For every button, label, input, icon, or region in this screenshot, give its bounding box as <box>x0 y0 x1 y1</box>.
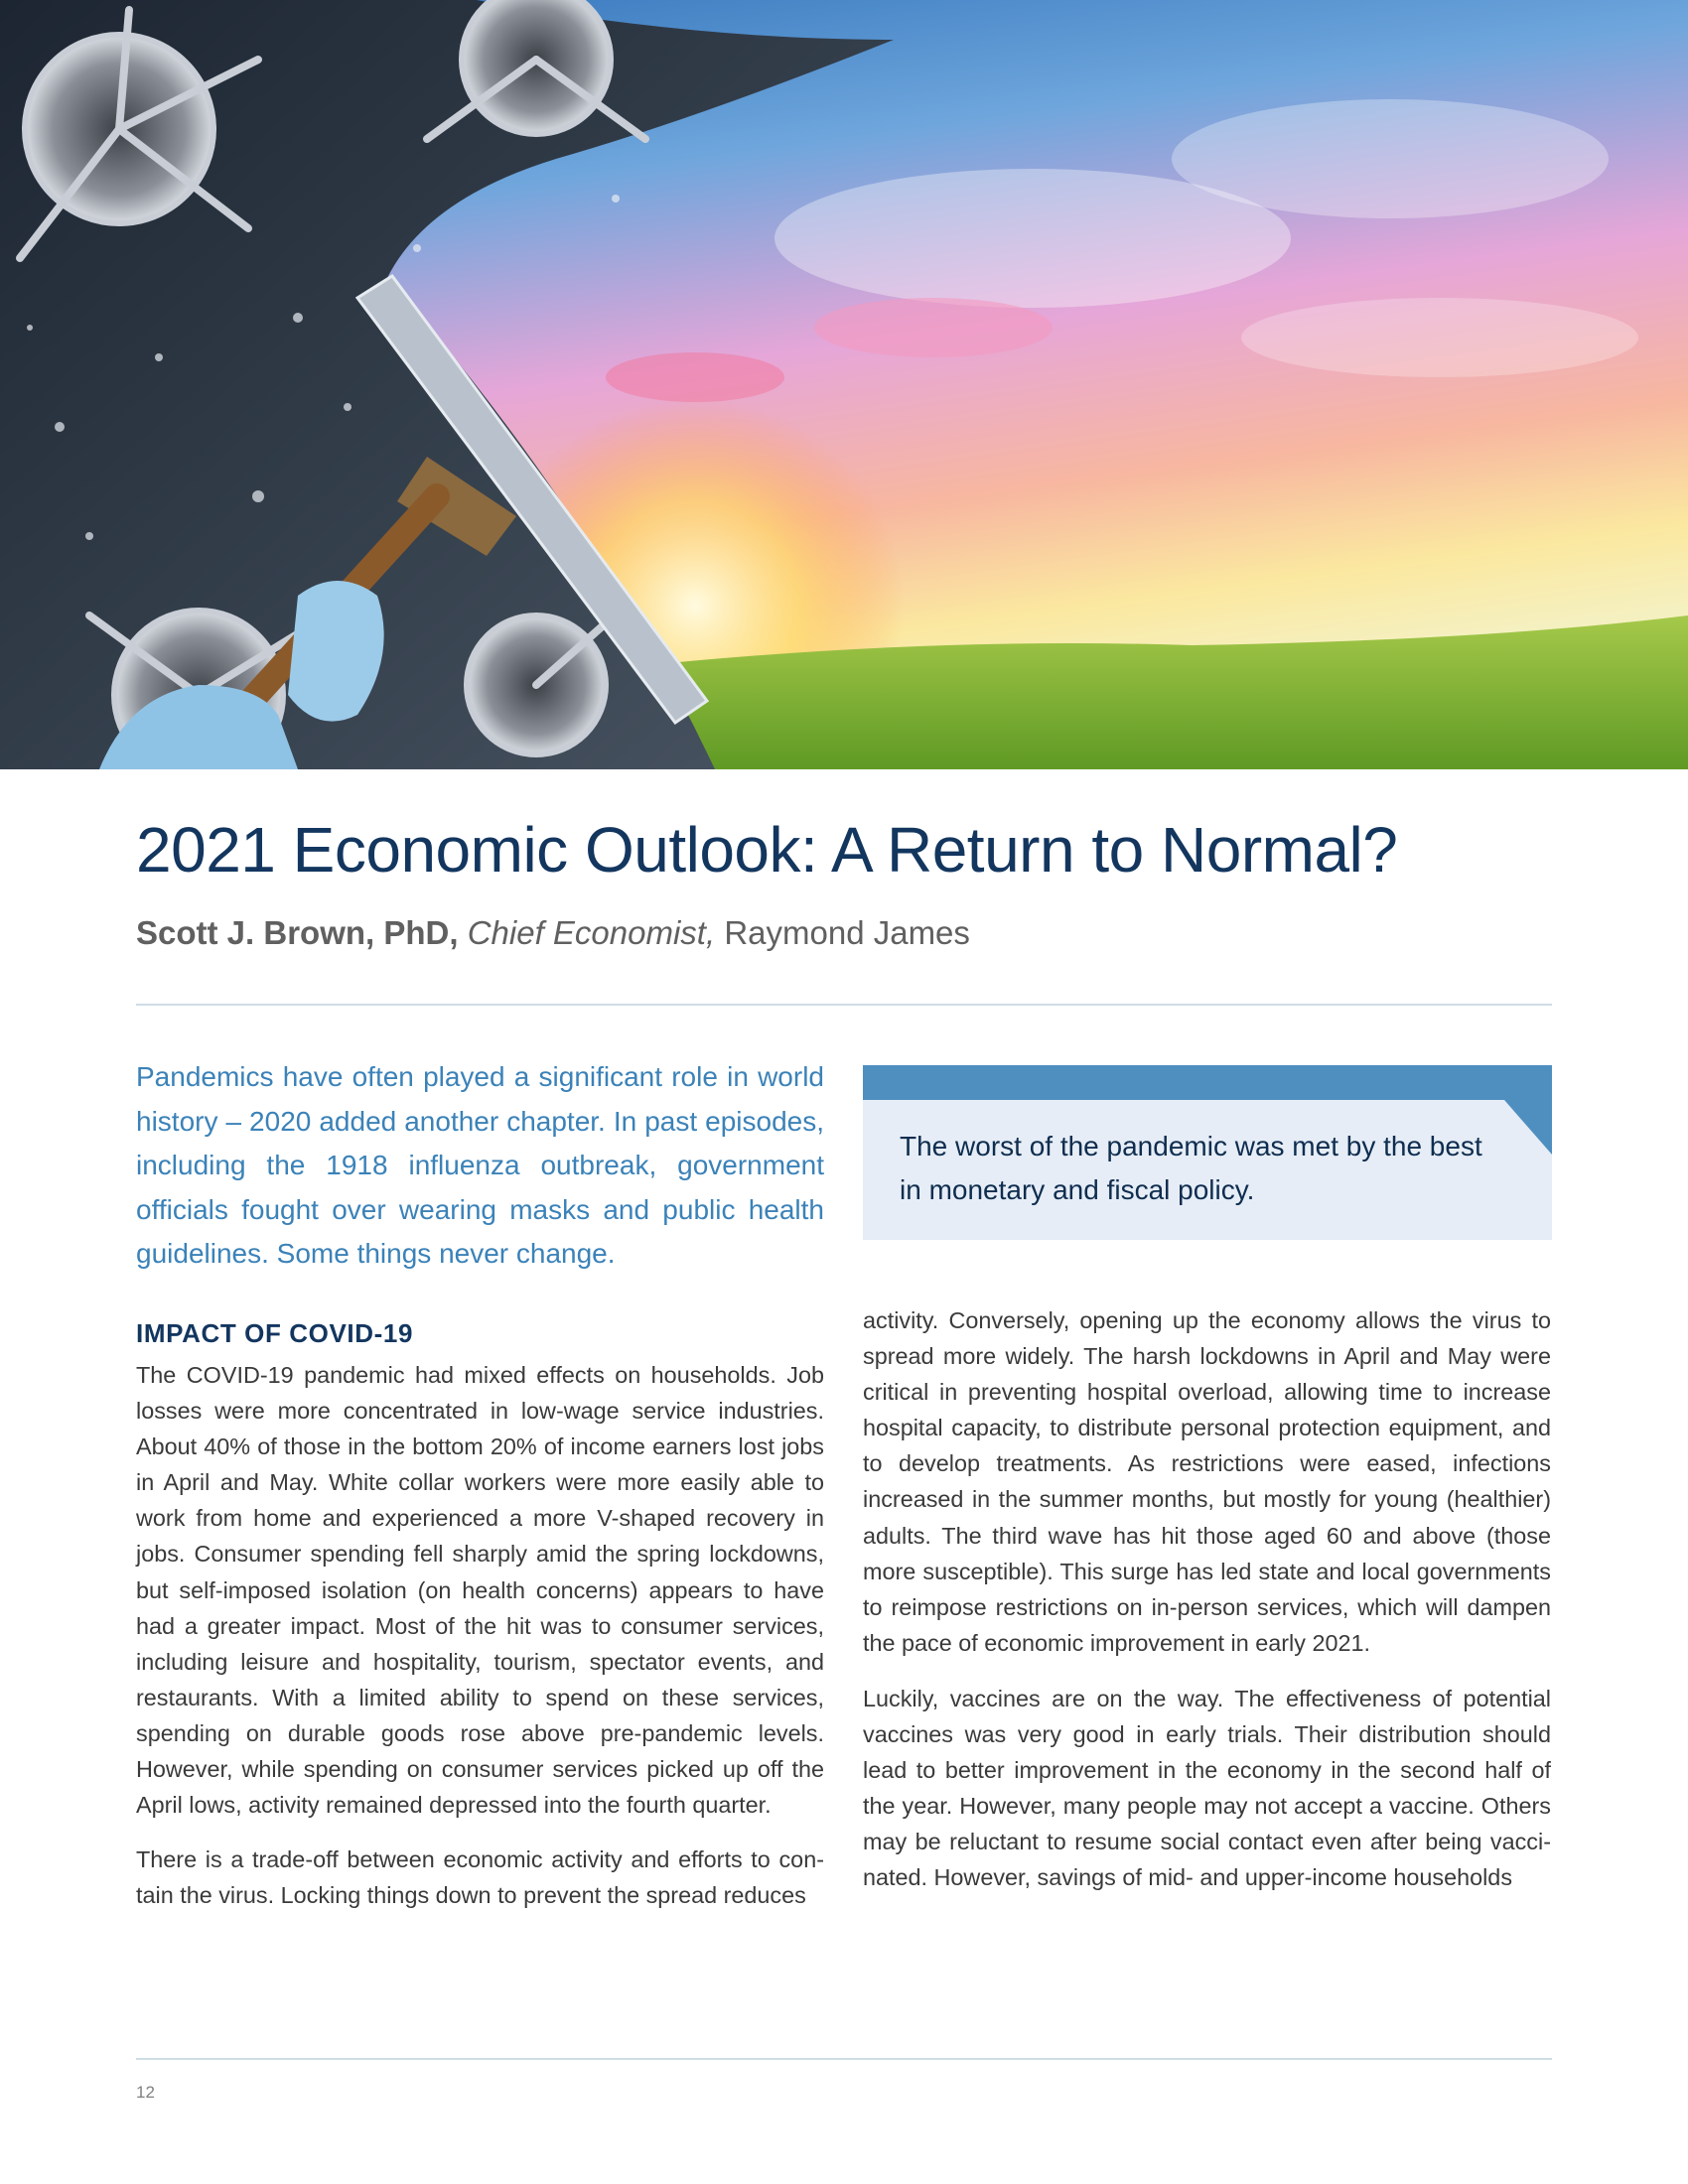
body-paragraph: There is a trade-off between economic activity and efforts to contain the virus. Locking things down to prevent the spread reduces <box>136 1846 824 1909</box>
body-paragraph: The COVID-19 pandemic had mixed effects on households. Job losses were more concentrated in low-wage service industries. About 40% of those in the bottom 20% of income earners lost jobs in April and May. White collar workers were more easily able to work from home and experienced a more V-shaped recovery in jobs. Consumer spending fell sharply amid the spring lockdowns, but self-imposed isolation (on health concerns) appears to have had a greater impact. Most of the hit was to consumer services, including leisure and hospitality, tourism, spectator events, and restaurants. With a limited ability to spend on these services, spending on durable goods rose above pre-pandemic levels. However, while spending on consumer services picked up off the April lows, activity remained depressed into the fourth quarter. <box>136 1362 824 1819</box>
byline <box>136 911 1566 955</box>
body-paragraph: activity. Conversely, opening up the economy allows the virus to spread more widely. The harsh lockdowns in April and May were critical in preventing hospital overload, allowing time to increase hospital capacity, to distribute personal protection equipment, and to develop treatments. As restrictions were eased, infections increased in the summer months, but mostly for young (healthier) adults. The third wave has hit those aged 60 and above (those more susceptible). This surge has led state and local governments to reimpose restrictions on in-person services, which will dampen the pace of economic improvement in early 2021. <box>863 1307 1551 1656</box>
intro-paragraph: Pandemics have often played a significant role in world history – 2020 added another chapter. In past episodes, including the 1918 influenza outbreak, government officials fought over wearing masks and public health guidelines. Some things never change. <box>136 1061 824 1270</box>
top-divider <box>136 1004 1552 1006</box>
page-number: 12 <box>136 2083 155 2102</box>
pull-quote-box <box>863 1065 1552 1240</box>
article-title: 2021 Economic Outlook: A Return to Normal? <box>136 814 1398 886</box>
body-paragraph: Luckily, vaccines are on the way. The effectiveness of potential vaccines was very good in early trials. Their distribution should lead to better improvement in the economy in the second half of the year. However, many people may not accept a vaccine. Others may be reluctant to resume social contact even after being vaccinated. However, savings of mid- and upper-income households <box>863 1686 1551 1891</box>
footer-divider <box>136 2058 1552 2060</box>
pull-quote-corner <box>1504 1100 1552 1155</box>
section-heading: IMPACT OF COVID-19 <box>136 1318 414 1348</box>
author-name: Scott J. Brown, PhD, <box>136 914 459 951</box>
pull-quote-bar <box>863 1065 1552 1100</box>
author-role: Chief Economist, <box>467 914 716 951</box>
pull-quote-text: The worst of the pandemic was met by the best in monetary and fiscal policy. <box>900 1131 1482 1205</box>
author-company: Raymond James <box>724 914 970 951</box>
hero-image <box>0 0 1688 769</box>
